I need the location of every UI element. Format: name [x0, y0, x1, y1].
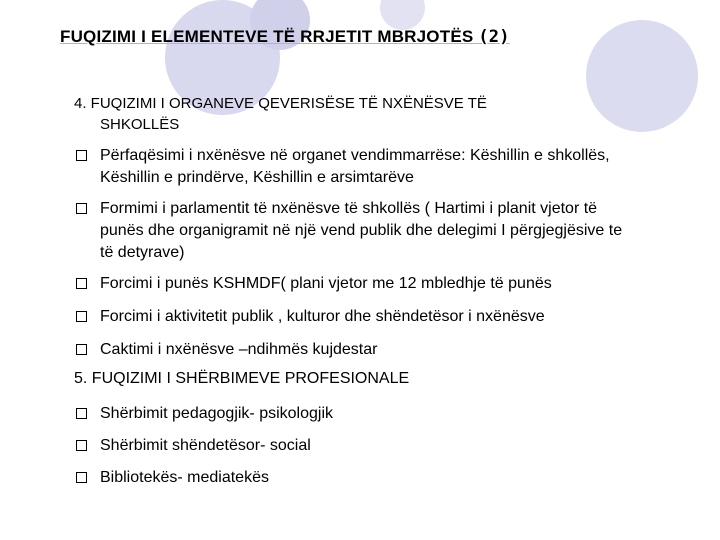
checkbox-bullet-icon	[76, 150, 87, 161]
checkbox-bullet-icon	[76, 344, 87, 355]
checkbox-bullet-icon	[76, 472, 87, 483]
list-item-text: Bibliotekës- mediatekës	[100, 469, 269, 486]
checkbox-bullet-icon	[76, 408, 87, 419]
slide-title-number: (2)	[478, 27, 510, 47]
list-item-text: Forcimi i punës KSHMDF( plani vjetor me 12 mbledhje të punës	[100, 275, 552, 292]
list-item-text: Shërbimit pedagogjik- psikologjik	[100, 405, 334, 422]
section-4-heading-line2: SHKOLLËS	[100, 116, 180, 133]
checkbox-bullet-icon	[76, 440, 87, 451]
slide-title-text: FUQIZIMI I ELEMENTEVE TË RRJETIT MBRJOTËS	[60, 27, 474, 46]
section-4-heading	[74, 93, 614, 135]
checkbox-bullet-icon	[76, 311, 87, 322]
list-item	[76, 467, 676, 489]
list-item	[76, 435, 676, 457]
decorative-circle-small-top	[380, 0, 425, 30]
section-4-heading-line1: 4. FUQIZIMI I ORGANEVE QEVERISËSE TË NXËNËSVE TË	[74, 95, 487, 112]
list-item	[76, 403, 676, 425]
list-item	[76, 339, 676, 361]
list-item	[76, 198, 636, 264]
list-item-text: Shërbimit shëndetësor- social	[100, 437, 311, 454]
list-item	[76, 273, 676, 295]
list-item	[76, 306, 676, 328]
list-item-text: Përfaqësimi i nxënësve në organet vendimmarrëse: Këshillin e shkollës, Këshillin e prindërve, Këshillin e arsimtarëve	[100, 147, 610, 186]
list-item	[76, 145, 636, 189]
slide-title	[60, 27, 510, 47]
list-item-text: Forcimi i aktivitetit publik , kulturor dhe shëndetësor i nxënësve	[100, 308, 545, 325]
list-item-text: Caktimi i nxënësve –ndihmës kujdestar	[100, 341, 378, 358]
section-5-heading: 5. FUQIZIMI I SHËRBIMEVE PROFESIONALE	[74, 370, 410, 387]
list-item-text: Formimi i parlamentit të nxënësve të shkollës ( Hartimi i planit vjetor të punës dhe organigramit në një vend publik dhe delegimi I përgjegjësive te të detyrave)	[100, 200, 623, 261]
checkbox-bullet-icon	[76, 278, 87, 289]
checkbox-bullet-icon	[76, 203, 87, 214]
